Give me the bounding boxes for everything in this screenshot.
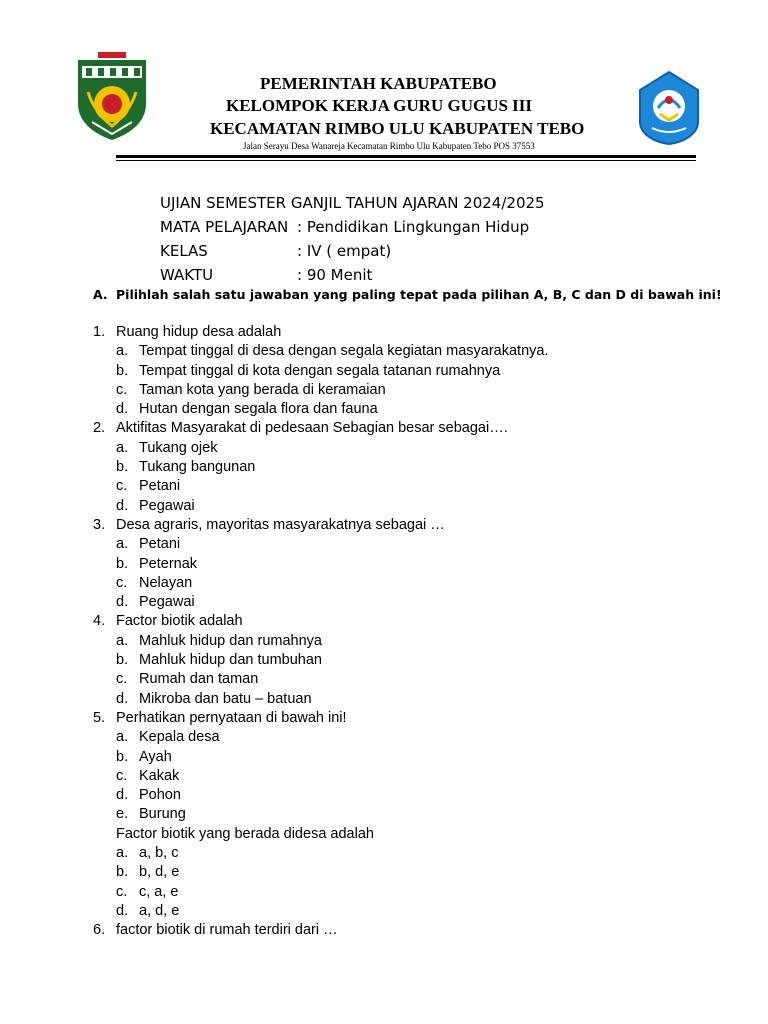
option-letter: c. [116, 478, 128, 495]
option-text: Rumah dan taman [139, 671, 259, 688]
answer-option [93, 632, 733, 651]
exam-class-key: KELAS [160, 242, 208, 260]
exam-subject-row [160, 215, 545, 239]
exam-subject-value: : Pendidikan Lingkungan Hidup [297, 218, 530, 236]
letterhead [0, 0, 768, 165]
option-text: b, d, e [139, 864, 180, 881]
option-letter: c. [116, 671, 128, 688]
exam-time-key: WAKTU [160, 266, 214, 284]
option-letter: b. [116, 652, 129, 669]
option-text: Kakak [139, 767, 180, 784]
exam-class-row [160, 239, 545, 263]
option-text: Pegawai [139, 497, 195, 514]
answer-option [93, 805, 733, 824]
option-text: Mahluk hidup dan tumbuhan [139, 652, 322, 669]
answer-option [93, 555, 733, 574]
answer-option [93, 574, 733, 593]
answer-option [93, 786, 733, 805]
option-letter: d. [116, 594, 129, 611]
answer-option [93, 690, 733, 709]
answer-option [93, 477, 733, 496]
option-letter: a. [116, 343, 129, 360]
answer-option [93, 863, 733, 882]
answer-option [93, 651, 733, 670]
option-letter: b. [116, 555, 129, 572]
question-text: Ruang hidup desa adalah [116, 324, 282, 340]
exam-class-value: : IV ( empat) [297, 242, 392, 260]
section-instruction [93, 286, 722, 304]
answer-option [93, 748, 733, 767]
option-letter: b. [116, 864, 129, 881]
answer-option [93, 902, 733, 921]
option-text: a, b, c [139, 845, 179, 862]
question-row [93, 516, 733, 535]
question-row [93, 612, 733, 631]
question-number: 5. [93, 709, 106, 726]
question-note-row [93, 825, 733, 844]
letterhead-line-3: KECAMATAN RIMBO ULU KABUPATEN TEBO [210, 119, 585, 138]
answer-option [93, 439, 733, 458]
answer-option [93, 458, 733, 477]
answer-option [93, 844, 733, 863]
question-list [93, 323, 733, 941]
option-text: Kepala desa [139, 729, 220, 746]
exam-info [160, 191, 545, 287]
option-letter: a. [116, 439, 129, 456]
option-letter: a. [116, 729, 129, 746]
answer-option [93, 497, 733, 516]
question-row [93, 419, 733, 438]
option-text: Ayah [139, 748, 172, 765]
option-text: Nelayan [139, 574, 193, 591]
option-letter: b. [116, 459, 129, 476]
option-text: Hutan dengan segala flora dan fauna [139, 401, 378, 418]
question-text: factor biotik di rumah terdiri dari … [116, 922, 338, 939]
option-text: Petani [139, 536, 181, 553]
tut-wuri-handayani-emblem-icon [638, 70, 700, 146]
letterhead-thin-rule [116, 160, 696, 161]
question-row [93, 323, 733, 342]
option-letter: a. [116, 632, 129, 649]
question-text: Perhatikan pernyataan di bawah ini! [116, 709, 347, 726]
question-row [93, 709, 733, 728]
question-row [93, 921, 733, 940]
question-number: 3. [93, 516, 106, 533]
letterhead-thick-rule [116, 155, 696, 158]
option-letter: c. [116, 574, 128, 591]
exam-time-value: : 90 Menit [297, 266, 373, 284]
option-text: Petani [139, 478, 181, 495]
option-text: c, a, e [139, 883, 179, 900]
option-letter: a. [116, 845, 129, 862]
option-letter: a. [116, 536, 129, 553]
section-label: A. [93, 287, 108, 302]
answer-option [93, 400, 733, 419]
option-letter: c. [116, 883, 128, 900]
answer-option [93, 728, 733, 747]
answer-option [93, 535, 733, 554]
option-text: a, d, e [139, 902, 180, 919]
option-letter: d. [116, 902, 129, 919]
option-letter: b. [116, 748, 129, 765]
option-text: Pohon [139, 787, 181, 804]
option-text: Mahluk hidup dan rumahnya [139, 632, 322, 649]
question-number: 4. [93, 613, 106, 630]
question-number: 1. [93, 324, 106, 340]
option-text: Peternak [139, 555, 198, 572]
option-text: Tukang ojek [139, 439, 218, 456]
option-text: Taman kota yang berada di keramaian [139, 381, 386, 398]
question-note: Factor biotik yang berada didesa adalah [116, 825, 374, 842]
option-text: Burung [139, 806, 186, 823]
answer-option [93, 767, 733, 786]
answer-option [93, 883, 733, 902]
option-letter: c. [116, 381, 128, 398]
exam-title: UJIAN SEMESTER GANJIL TAHUN AJARAN 2024/2025 [160, 194, 545, 212]
option-text: Tukang bangunan [139, 459, 256, 476]
option-letter: c. [116, 767, 128, 784]
option-letter: d. [116, 690, 129, 707]
option-letter: d. [116, 497, 129, 514]
question-text: Desa agraris, mayoritas masyarakatnya sebagai … [116, 516, 445, 533]
answer-option [93, 381, 733, 400]
exam-time-row [160, 263, 545, 287]
option-text: Tempat tinggal di desa dengan segala kegiatan masyarakatnya. [139, 343, 549, 360]
tebo-regency-emblem-icon [74, 52, 150, 140]
exam-subject-key: MATA PELAJARAN [160, 218, 289, 236]
option-letter: d. [116, 401, 129, 418]
option-letter: b. [116, 362, 129, 379]
question-text: Aktifitas Masyarakat di pedesaan Sebagian besar sebagai…. [116, 420, 508, 437]
letterhead-address: Jalan Serayu Desa Wanareja Kecamatan Rimbo Ulu Kabupaten Tebo POS 37553 [243, 141, 535, 151]
section-instruction-text: Pilihlah salah satu jawaban yang paling tepat pada pilihan A, B, C dan D di bawah ini! [116, 287, 722, 302]
option-letter: d. [116, 787, 129, 804]
answer-option [93, 593, 733, 612]
letterhead-line-1: PEMERINTAH KABUPATEBO [260, 74, 497, 93]
option-text: Pegawai [139, 594, 195, 611]
question-number: 2. [93, 420, 106, 437]
question-text: Factor biotik adalah [116, 613, 243, 630]
answer-option [93, 362, 733, 381]
answer-option [93, 342, 733, 361]
answer-option [93, 670, 733, 689]
option-text: Tempat tinggal di kota dengan segala tatanan rumahnya [139, 362, 501, 379]
question-number: 6. [93, 922, 106, 939]
option-text: Mikroba dan batu – batuan [139, 690, 312, 707]
letterhead-line-2: KELOMPOK KERJA GURU GUGUS III [226, 96, 533, 115]
option-letter: e. [116, 806, 129, 823]
